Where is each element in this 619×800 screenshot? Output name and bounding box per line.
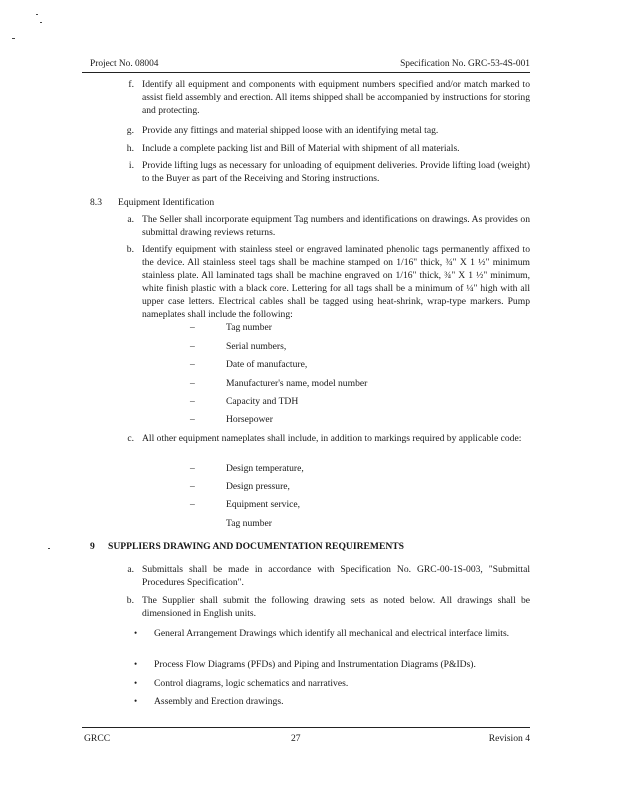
section-title: SUPPLIERS DRAWING AND DOCUMENTATION REQUIREMENTS [108,541,405,552]
dash-marker: – [190,359,195,370]
item-text: Submittals shall be made in accordance with Specification No. GRC-00-1S-003, "Submittal Procedures Specification". [142,564,530,588]
header-specification: Specification No. GRC-53-4S-001 [400,59,530,69]
scan-speck [40,22,42,23]
item-label: c. [127,433,134,444]
item-text: Provide lifting lugs as necessary for unloading of equipment deliveries. Provide lifting load (weight) to the Buyer as part of the Receiving and Storing instructions. [142,160,530,184]
section-number: 8.3 [90,197,102,208]
scan-speck [48,548,50,549]
list-item: Equipment service, [226,499,301,510]
item-label: a. [127,564,134,575]
list-item: Tag number [226,322,272,333]
bullet-icon: • [134,628,138,638]
list-item: Capacity and TDH [226,396,299,407]
item-text: Identify all equipment and components with equipment numbers specified and/or match marked to assist field assembly and erection. All items shipped shall be accompanied by instructions for storing and protecting. [142,79,530,116]
header-project: Project No. 08004 [90,59,159,69]
dash-marker: – [190,499,195,510]
dash-marker: – [190,341,195,352]
bullet-text: Control diagrams, logic schematics and narratives. [154,678,349,689]
section-number: 9 [90,541,95,552]
list-item: Design pressure, [226,481,290,492]
dash-marker: – [190,322,195,333]
dash-marker: – [190,463,195,474]
item-text: The Supplier shall submit the following drawing sets as noted below. All drawings shall be dimensioned in English units. [142,595,530,619]
dash-marker: – [190,378,195,389]
dash-marker: – [190,481,195,492]
footer-page-number: 27 [291,733,301,744]
item-text: Identify equipment with stainless steel or engraved laminated phenolic tags permanently affixed to the device. All stainless steel tags shall be machine stamped on 1/16" thick, ¾" X 1 ½" minimum stainless plate. All laminated tags shall be machine engraved on 1/16" thick, ¾" X 1 ½" minimum, white finish plastic with a black core. Lettering for all tags shall be a minimum of ¼" high with all upper case letters. Electrical cables shall be tagged using heat-shrink, wrap-type markers. Pump nameplates shall include the following: [142,244,530,320]
item-label: g. [126,125,134,136]
footer-rule [82,727,530,728]
item-label: i. [128,160,134,171]
dash-marker: – [190,396,195,407]
bullet-text: Process Flow Diagrams (PFDs) and Piping and Instrumentation Diagrams (P&IDs). [154,659,476,670]
section-title: Equipment Identification [118,197,215,208]
item-text: Provide any fittings and material shipped loose with an identifying metal tag. [142,125,439,136]
bullet-icon: • [134,678,138,688]
item-text: All other equipment nameplates shall include, in addition to markings required by applicable code: [142,433,522,444]
item-label: a. [127,214,134,225]
list-item: Manufacturer's name, model number [226,378,368,389]
list-item: Date of manufacture, [226,359,308,370]
item-label: h. [126,143,134,154]
list-item: Design temperature, [226,463,304,474]
header-rule [82,72,530,73]
item-label: f. [128,79,134,90]
dash-marker: – [190,414,195,425]
footer-left: GRCC [84,733,111,744]
item-text: Include a complete packing list and Bill of Material with shipment of all materials. [142,143,460,154]
list-item: Tag number [226,518,272,529]
bullet-icon: • [134,696,138,706]
bullet-text: General Arrangement Drawings which identify all mechanical and electrical interface limits. [154,628,510,639]
item-text: The Seller shall incorporate equipment Tag numbers and identifications on drawings. As provides on submittal drawing reviews returns. [142,214,530,238]
list-item: Serial numbers, [226,341,287,352]
footer-revision: Revision 4 [488,733,530,744]
scan-speck [36,14,38,15]
item-label: b. [126,244,134,255]
bullet-text: Assembly and Erection drawings. [154,696,284,707]
item-label: b. [126,595,134,606]
scan-speck [12,38,15,39]
list-item: Horsepower [226,414,273,425]
bullet-icon: • [134,659,138,669]
